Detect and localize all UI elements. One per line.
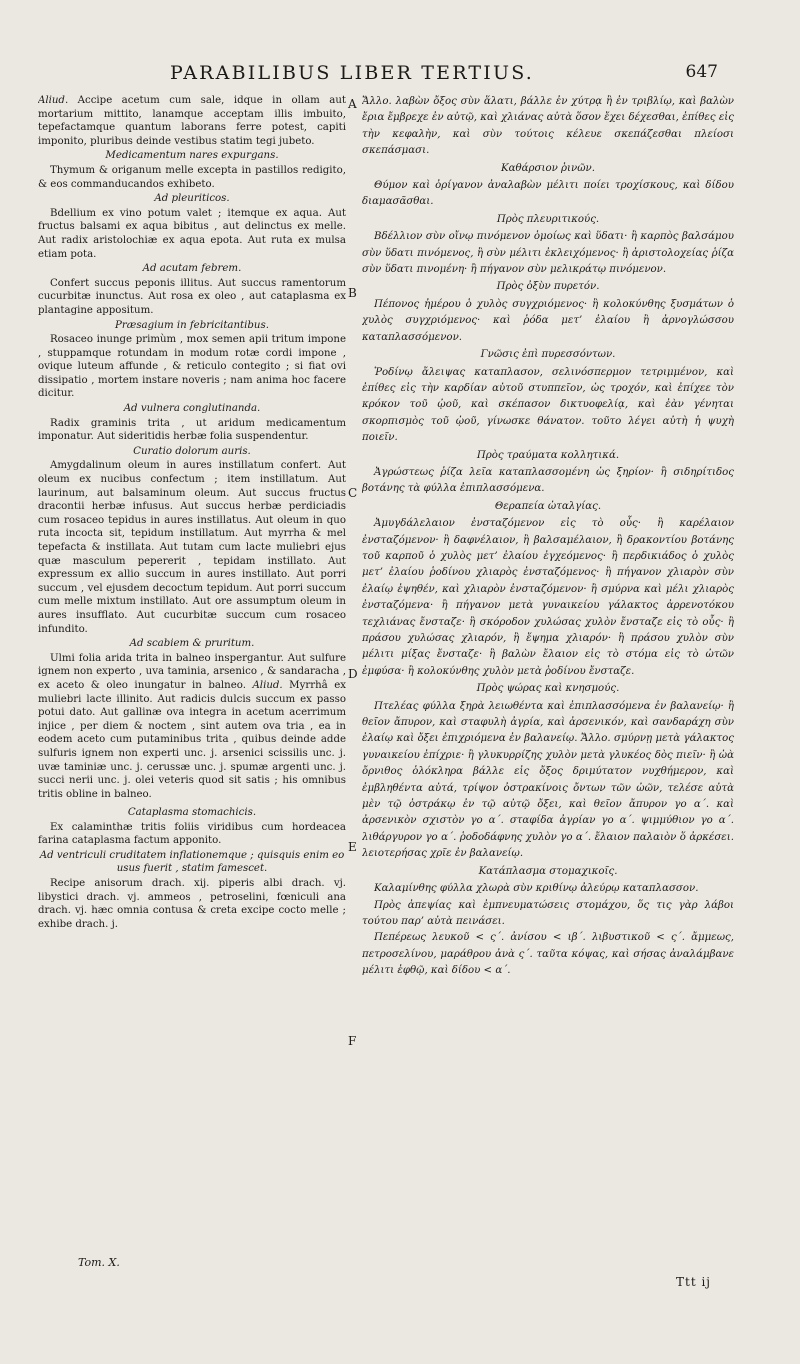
latin-text: Ulmi folia arida trita in balneo inspergantur. Aut sulfure ignem non experto , uva taminia, arsenico , & sandaracha , ex aceto & oleo inungatur in balneo. [38, 652, 346, 691]
greek-heading: Πρὸς πλευριτικούς. [496, 213, 600, 225]
latin-paragraph: Radix graminis trita , ut aridum medicamentum imponatur. Aut sideritidis herbæ folia suspendentur. [38, 417, 346, 443]
margin-letter-e: E [348, 840, 357, 854]
greek-paragraph: Ἄλλο. λαβὼν ὄξος σὺν ἅλατι, βάλλε ἐν χύτρᾳ ἢ ἐν τριβλίῳ, καὶ βαλὼν ἔρια ἔμβρεχε ἐν αὐτῷ, καὶ χλιάνας αὐτὰ ὅσον ἔχει δέχεσθαι, ἐπίθες εἰς τὴν κεφαλὴν, καὶ σὺν τούτοις κέλευε σκεπάζεσθαι πλείοσι σκεπάσμασι. [362, 96, 734, 157]
margin-letter-d: D [348, 667, 358, 681]
greek-paragraph: Καλαμίνθης φύλλα χλωρὰ σὺν κριθίνῳ ἀλεύρῳ καταπλασσον. [374, 883, 699, 895]
greek-paragraph: Ἀγρώστεως ῥίζα λεῖα καταπλασσομένη ὡς ξηρίον· ἢ σιδηρίτιδος βοτάνης τὰ φύλλα ἐπιπλασσόμενα. [362, 466, 734, 495]
greek-paragraph: Θύμον καὶ ὀρίγανον ἀναλαβὼν μέλιτι ποίει τροχίσκους, καὶ δίδου διαμασᾶσθαι. [362, 180, 734, 208]
signature-mark: Ttt ij [676, 1275, 712, 1289]
latin-heading: Ad scabiem & pruritum. [129, 638, 255, 650]
latin-text: Accipe acetum cum sale, idque in ollam aut mortarium mittito, lanamque acceptam illis imbuito, tepefactamque quantum laborans ferre potest, capiti imponito, pluribus deinde vestibus statim tegi jubeto. [38, 95, 346, 147]
greek-paragraph: Πτελέας φύλλα ξηρὰ λειωθέντα καὶ ἐπιπλασσόμενα ἐν βαλανείῳ· ἢ θεῖον ἄπυρον, καὶ σταφυλὴ ἀγρία, καὶ ἀρσενικόν, καὶ σανδαράχη σὺν ἐλαίῳ καὶ ὄξει ἐπιχριόμενα ἐν βαλανείῳ. Ἄλλο. σμύρνῃ μετὰ γάλακτος γυναικείου ἐπίχριε· ἢ γλυκυρρίζης χυλὸν μετὰ γλυκέος δὸς πιεῖν· ἢ ὠὰ ὄρνιθος ὁλόκληρα βάλλε εἰς ὄξος δριμύτατον νυχθήμερον, καὶ ἐμβληθέντα αὐτά, τρίψον ὀστρακίνοις ὄντων τῶν ὠῶν, τελέσε αὐτὰ μὲν τῷ ὀστράκῳ ἐν τῷ αὐτῷ ὄξει, καὶ θεῖον ἄπυρον γο α΄. καὶ ἀρσενικὸν σχιστὸν γο α΄. σταφίδα ἀγρίαν γο α΄. ψιμμύθιον γο α΄. λιθάργυρον γο α΄. ῥοδοδάφνης χυλὸν γο α΄. ἔλαιον παλαιὸν ὅ ἀρκέσει. λειοτερήσας χρῖε ἐν βαλανείῳ. [362, 700, 734, 860]
greek-heading: Πρὸς ψώρας καὶ κνησμούς. [476, 683, 620, 695]
greek-heading: Πρὸς ὀξὺν πυρετόν. [496, 281, 600, 293]
page-number: 647 [685, 62, 718, 82]
greek-heading: Γνῶσις ἐπὶ πυρεσσόντων. [480, 349, 616, 361]
greek-paragraph: Βδέλλιον σὺν οἴνῳ πινόμενον ὁμοίως καὶ ὕδατι· ἢ καρπὸς βαλσάμου σὺν ὕδατι πινόμενος, ἢ σὺν μέλιτι ἐκλειχόμενος· ἢ ἀριστολοχείας ῥίζα σὺν ὕδατι πινομένη· ἢ πήγανον σὺν μελικράτῳ πινόμενον. [362, 231, 734, 276]
greek-paragraph: Ῥοδίνῳ ἄλειψας καταπλασον, σελινόσπερμον τετριμμένον, καὶ ἐπίθες εἰς τὴν καρδίαν αὐτοῦ στυππεῖον, ὡς τροχόν, καὶ ἐπίχεε τὸν κρόκον τοῦ ᾠοῦ, καὶ σκέπασον δικτυοφελίᾳ, καὶ ἐὰν γένηται σκορπισμὸς τοῦ ᾠοῦ, γίνωσκε θάνατον. τοῦτο λέγει αὐτὴ ἡ ψυχὴ ποιεῖν. [362, 366, 734, 444]
latin-text: Myrrhâ ex muliebri lacte illinito. Aut radicis dulcis succum ex passo potui dato. Aut gallinæ ova integra in acetum acerrimum injice , per diem & noctem , sint autem ova tria , ea in eodem aceto cum putaminibus trita , quibus deinde adde sulfuris ignem non experti unc. j. arsenici scissilis unc. j. uvæ taminiæ unc. j. cerussæ unc. j. spumæ argenti unc. j. succi nerii unc. j. olei veteris quod sit satis ; his omnibus tritis obline in balneo. [38, 679, 346, 800]
greek-paragraph: Ἀμυγδάλελαιον ἐνσταζόμενον εἰς τὸ οὖς· ἢ καρέλαιον ἐνσταζόμενον· ἢ δαφνέλαιον, ἢ βαλσαμέλαιον, ἢ δρακοντίου βοτάνης τοῦ καρποῦ ὁ χυλὸς μετ’ ἐλαίου ἐγχεόμενος· ἢ περδικιάδος ὁ χυλὸς μετ’ ἐλαίου ῥοδίνου χλιαρὸς ἐνσταζόμενος· ἢ πήγανον χλιαρὸν σὺν ἐλαίῳ ἑψηθέν, καὶ χλιαρὸν ἐνσταζόμενον· ἢ σμύρνα καὶ μέλι χλιαρὸς ἐνσταζόμενα· ἢ πήγανον μετὰ γυναικείου γάλακτος ἀρρενοτόκου τεχλιάνας ἔνσταζε· ἢ σκόροδον χυλώσας χυλὸν ἔνσταζε εἰς τὸ οὖς· ἢ πράσου χυλώσας χλιαρόν, ἢ ἕψημα χλιαρόν· ἢ πράσου χυλὸν σὺν μέλιτι μίξας ἔνσταζε· ἢ βαλὼν ἔλαιον εἰς τὸ στόμα εἰς τὸ ὠτῶν ἐμφύσα· ἢ κολοκύνθης χυλὸν μετὰ ῥοδίνου ἔνσταζε. [362, 518, 734, 677]
latin-paragraph [38, 94, 346, 148]
latin-column [38, 94, 346, 1254]
latin-heading: Medicamentum nares expurgans. [105, 150, 279, 162]
margin-letter-b: B [348, 286, 357, 300]
greek-heading: Κατάπλασμα στομαχικοῖς. [478, 865, 618, 877]
greek-paragraph: Πεπέρεως λευκοῦ < ς΄. ἀνίσου < ιβ΄. λιβυστικοῦ < ς΄. ἄμμεως, πετροσελίνου, μαράθρου ἀνὰ ς΄. ταῦτα κόψας, καὶ σήσας ἀναλάμβανε μέλιτι ἑφθῷ, καὶ δίδου < α΄. [362, 932, 734, 977]
latin-heading: Cataplasma stomachicis. [127, 807, 257, 819]
greek-heading: Θεραπεία ὠταλγίας. [494, 500, 602, 512]
latin-lead: Aliud. [38, 95, 69, 106]
latin-heading: Ad vulnera conglutinanda. [123, 403, 261, 415]
latin-paragraph [38, 652, 346, 802]
latin-paragraph: Recipe anisorum drach. xij. piperis albi drach. vj. libystici drach. vj. ammeos , petroselini, fœniculi ana drach. vj. hæc omnia contusa & creta excipe cocto melle ; exhibe drach. j. [38, 878, 346, 930]
latin-paragraph: Rosaceo inunge primùm , mox semen apii tritum impone , stuppamque rotundam in modum rotæ cordi impone , ovique luteum affunde , & reticulo contegito ; si fiat ovi dissipatio , mortem instare noveris ; nam anima hoc facere dicitur. [38, 334, 346, 400]
greek-column [362, 94, 734, 1274]
margin-letter-f: F [348, 1034, 357, 1048]
volume-label: Tom. X. [78, 1256, 120, 1269]
latin-paragraph: Confert succus peponis illitus. Aut succus ramentorum cucurbitæ inunctus. Aut rosa ex oleo , aut cataplasma ex plantagine appositum. [38, 277, 346, 316]
greek-heading: Πρὸς τραύματα κολλητικά. [476, 449, 620, 461]
running-title: PARABILIBUS LIBER TERTIUS. [170, 62, 534, 84]
greek-paragraph: Πέπονος ἠμέρου ὁ χυλὸς συγχριόμενος· ἢ κολοκύνθης ξυσμάτων ὁ χυλὸς συγχριόμενος· καὶ ῥόδα μετ’ ἐλαίου ἢ ἀρνογλώσσου καταπλασσόμενον. [362, 298, 734, 343]
latin-heading: Ad ventriculi cruditatem inflationemque ; quisquis enim eo usus fuerit , statim famescet. [39, 850, 345, 874]
latin-paragraph: Bdellium ex vino potum valet ; itemque ex aqua. Aut fructus balsami ex aqua bibitus , aut delinctus ex melle. Aut radix aristolochiæ ex aqua epota. Aut ruta ex mulsa etiam pota. [38, 207, 346, 260]
latin-heading: Curatio dolorum auris. [133, 445, 251, 457]
margin-letter-a: A [348, 97, 357, 111]
latin-heading: Ad pleuriticos. [154, 193, 230, 205]
latin-heading: Præsagium in febricitantibus. [115, 319, 269, 331]
latin-paragraph: Thymum & origanum melle excepta in pastillos redigito, & eos commanducandos exhibeto. [38, 164, 346, 190]
latin-paragraph: Ex calaminthæ tritis foliis viridibus cum hordeacea farina cataplasma factum apponito. [38, 821, 346, 847]
latin-heading: Ad acutam febrem. [142, 263, 242, 275]
running-header [0, 62, 800, 88]
greek-heading: Καθάρσιον ῥινῶν. [501, 162, 595, 174]
latin-paragraph: Amygdalinum oleum in aures instillatum confert. Aut oleum ex nucibus confectum ; item instillatum. Aut laurinum, aut balsaminum oleum. Aut succus fructus dracontii herbæ infusus. Aut succus herbæ perdiciadis cum rosaceo tepidus in aures instillatus. Aut oleum in quo ruta incocta sit, tepidum instillatum. Aut myrrha & mel tepefacta & instillata. Aut tutam cum lacte muliebri ejus quæ masculum pepererit , tepidam instillato. Aut expressum ex allio succum in aures instillato. Aut porri succum , vel ejusdem decoctum tepidum. Aut porri succum cum melle mixtum instillato. Aut ore assumptum oleum in aures insufflato. Aut cucurbitæ succum cum rosaceo infundito. [38, 460, 346, 635]
latin-lead: Aliud. [252, 679, 283, 691]
margin-letter-c: C [348, 486, 358, 500]
greek-heading: Πρὸς ἀπεψίας καὶ ἐμπνευματώσεις στομάχου, ὅς τις γὰρ λάβοι τούτου παρ’ αὐτὰ πεινάσει. [362, 899, 734, 927]
